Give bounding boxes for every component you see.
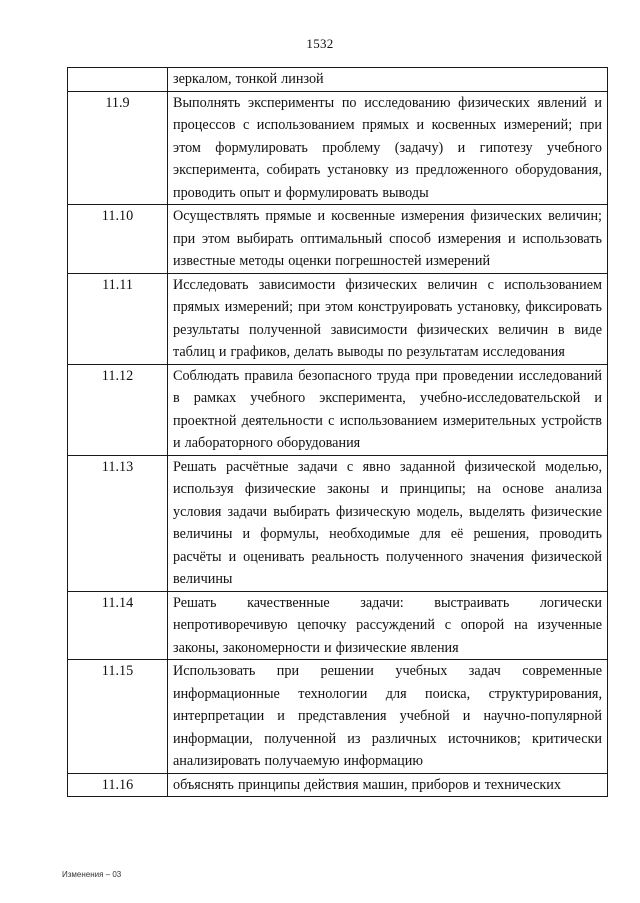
- row-number: 11.13: [68, 455, 168, 591]
- row-number: [68, 68, 168, 92]
- row-number: 11.9: [68, 91, 168, 205]
- row-text: Использовать при решении учебных задач современные информационные технологии для поиска, структурирования, интерпретации и представления учебной и научно-популярной информации, полученной из различных источников; критически анализировать получаемую информацию: [168, 660, 608, 774]
- row-text: Решать качественные задачи: выстраивать логически непротиворечивую цепочку рассуждений с опорой на изученные законы, закономерности и физические явления: [168, 591, 608, 660]
- table-row: [68, 68, 608, 92]
- row-number: 11.12: [68, 364, 168, 455]
- row-text: Решать расчётные задачи с явно заданной физической моделью, используя физические законы и принципы; на основе анализа условия задачи выбирать физическую модель, выделять физические величины и формулы, необходимые для её решения, проводить расчёты и оценивать реальность полученного значения физической величины: [168, 455, 608, 591]
- page-number: 1532: [306, 36, 334, 51]
- row-text: Исследовать зависимости физических величин с использованием прямых измерений; при этом конструировать установку, фиксировать результаты полученной зависимости физических величин в виде таблиц и графиков, делать выводы по результатам исследования: [168, 273, 608, 364]
- row-text: зеркалом, тонкой линзой: [168, 68, 608, 92]
- row-number: 11.14: [68, 591, 168, 660]
- row-number: 11.10: [68, 205, 168, 274]
- row-number: 11.16: [68, 773, 168, 797]
- table-row: [68, 773, 608, 797]
- table-row: [68, 205, 608, 274]
- footer-revision-note: Изменения – 03: [62, 870, 122, 879]
- requirements-table: [67, 67, 608, 797]
- table-row: [68, 91, 608, 205]
- row-text: Осуществлять прямые и косвенные измерения физических величин; при этом выбирать оптимальный способ измерения и использовать известные методы оценки погрешностей измерений: [168, 205, 608, 274]
- table-row: [68, 455, 608, 591]
- table-row: [68, 273, 608, 364]
- row-number: 11.11: [68, 273, 168, 364]
- row-text: Соблюдать правила безопасного труда при проведении исследований в рамках учебного эксперимента, учебно-исследовательской и проектной деятельности с использованием измерительных устройств и лабораторного оборудования: [168, 364, 608, 455]
- table-row: [68, 591, 608, 660]
- row-text: объяснять принципы действия машин, приборов и технических: [168, 773, 608, 797]
- table-row: [68, 660, 608, 774]
- row-text: Выполнять эксперименты по исследованию физических явлений и процессов с использованием прямых и косвенных измерений; при этом формулировать проблему (задачу) и гипотезу учебного эксперимента, собирать установку из предложенного оборудования, проводить опыт и формулировать выводы: [168, 91, 608, 205]
- table-row: [68, 364, 608, 455]
- row-number: 11.15: [68, 660, 168, 774]
